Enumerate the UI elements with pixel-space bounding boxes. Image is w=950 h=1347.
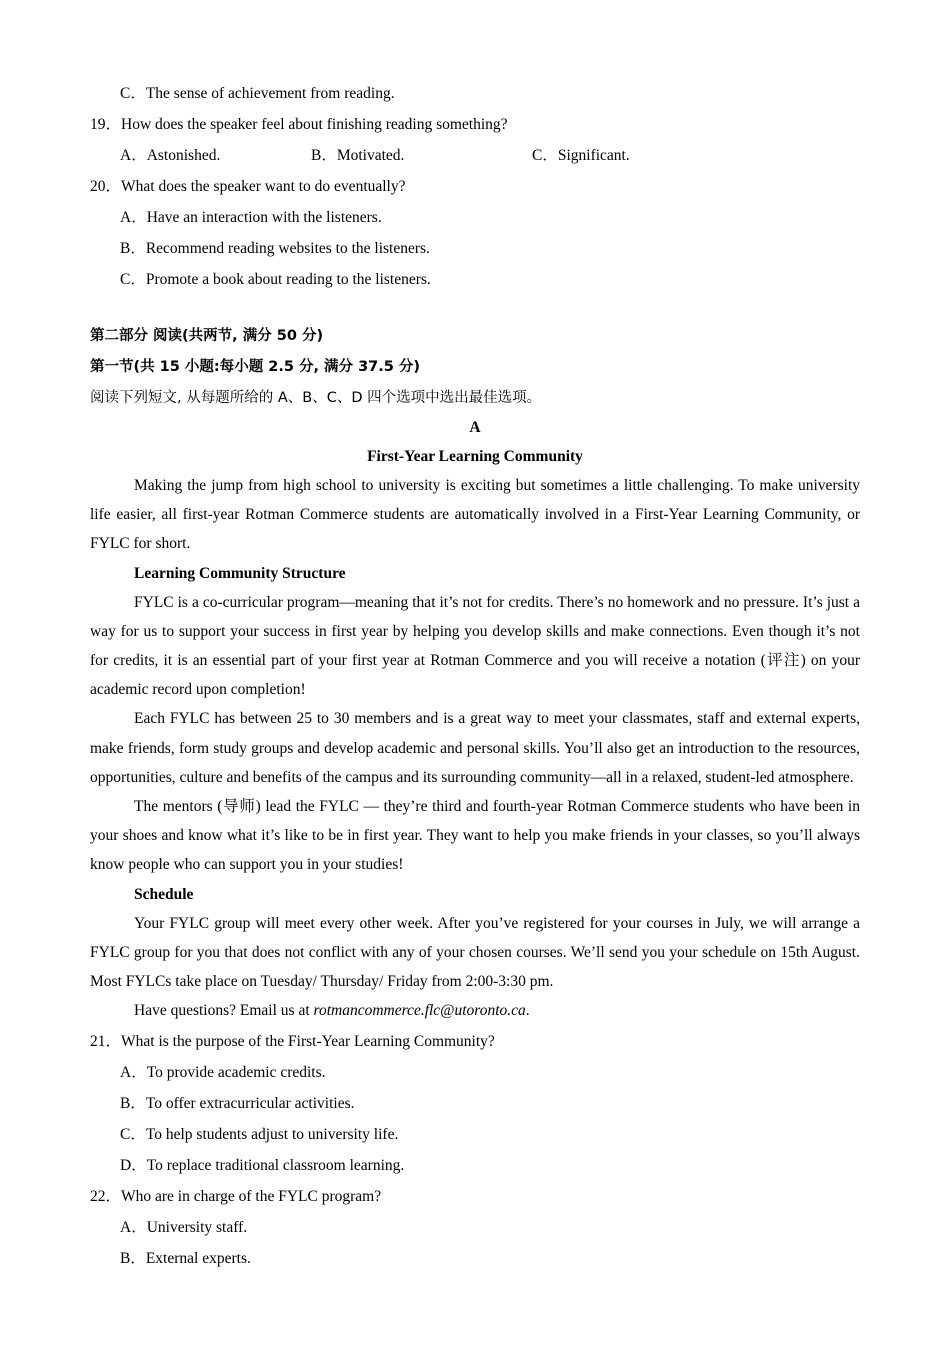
passage-paragraph-4: The mentors (导师) lead the FYLC — they’re third and fourth-year Rotman Commerce students who have been in your shoes and know what it’s like to be in first year. They want to help you make friends in your classes, so you’ll always know people who can support you in your studies!: [90, 798, 860, 874]
part2-heading: 第二部分 阅读(共两节, 满分 50 分): [90, 328, 324, 344]
q20-option-c: C．Promote a book about reading to the listeners.: [120, 271, 431, 288]
passage-paragraph-5: Your FYLC group will meet every other week. After you’ve registered for your courses in July, we will arrange a FYLC group for you that does not conflict with any of your chosen courses. We’ll send you your schedule on 15th August. Most FYLCs take place on Tuesday/ Thursday/ Friday from 2:00-3:30 pm.: [90, 914, 860, 991]
contact-text: Have questions? Email us at: [134, 1002, 314, 1020]
q21-option-b: B．To offer extracurricular activities.: [120, 1095, 355, 1113]
subheading-schedule: Schedule: [134, 885, 194, 903]
reading-instruction: 阅读下列短文, 从每题所给的 A、B、C、D 四个选项中选出最佳选项。: [90, 390, 542, 406]
exam-page: [90, 78, 860, 1274]
q19-option-b: B．Motivated.: [311, 147, 405, 164]
q21-question: 21．What is the purpose of the First-Year Learning Community?: [90, 1033, 495, 1051]
q22-option-a: A．University staff.: [120, 1219, 248, 1237]
q20-option-b: B．Recommend reading websites to the listeners.: [120, 240, 430, 257]
passage-title: First-Year Learning Community: [367, 448, 583, 465]
q19-question: 19．How does the speaker feel about finishing reading something?: [90, 116, 508, 133]
q19-option-c: C．Significant.: [532, 147, 630, 164]
contact-email: rotmancommerce.flc@utoronto.ca: [313, 1002, 526, 1020]
q19-options: [90, 140, 860, 171]
q21-option-d: D．To replace traditional classroom learning.: [120, 1157, 405, 1175]
passage-paragraph-2: FYLC is a co-curricular program—meaning that it’s not for credits. There’s no homework and no pressure. It’s just a way for us to support your success in first year by helping you develop skills and make connections. Even though it’s not for credits, it is an essential part of your first year at Rotman Commerce and you will receive a notation (评注) on your academic record upon completion!: [90, 593, 860, 699]
q22-question: 22．Who are in charge of the FYLC program?: [90, 1188, 382, 1206]
q21-option-c: C．To help students adjust to university life.: [120, 1126, 399, 1144]
q19-option-a: A．Astonished.: [120, 147, 221, 164]
passage-paragraph-1: Making the jump from high school to university is exciting but sometimes a little challenging. To make university life easier, all first-year Rotman Commerce students are automatically involved in a First-Year Learning Community, or FYLC for short.: [90, 477, 860, 553]
q21-option-a: A．To provide academic credits.: [120, 1064, 326, 1082]
passage-paragraph-6: [90, 996, 860, 1025]
q18-option-c: C．The sense of achievement from reading.: [120, 85, 395, 102]
passage-paragraph-3: Each FYLC has between 25 to 30 members and is a great way to meet your classmates, staff and external experts, make friends, form study groups and develop academic and personal skills. You’ll also get an introduction to the resources, opportunities, culture and benefits of the campus and its surrounding community—all in a relaxed, student-led atmosphere.: [90, 710, 860, 786]
q20-question: 20．What does the speaker want to do eventually?: [90, 178, 406, 195]
passage-letter: A: [469, 419, 481, 436]
subheading-structure: Learning Community Structure: [134, 564, 346, 582]
q20-option-a: A．Have an interaction with the listeners.: [120, 209, 382, 226]
contact-suffix: .: [525, 1002, 530, 1020]
section1-heading: 第一节(共 15 小题:每小题 2.5 分, 满分 37.5 分): [90, 359, 421, 375]
q22-option-b: B．External experts.: [120, 1250, 251, 1268]
